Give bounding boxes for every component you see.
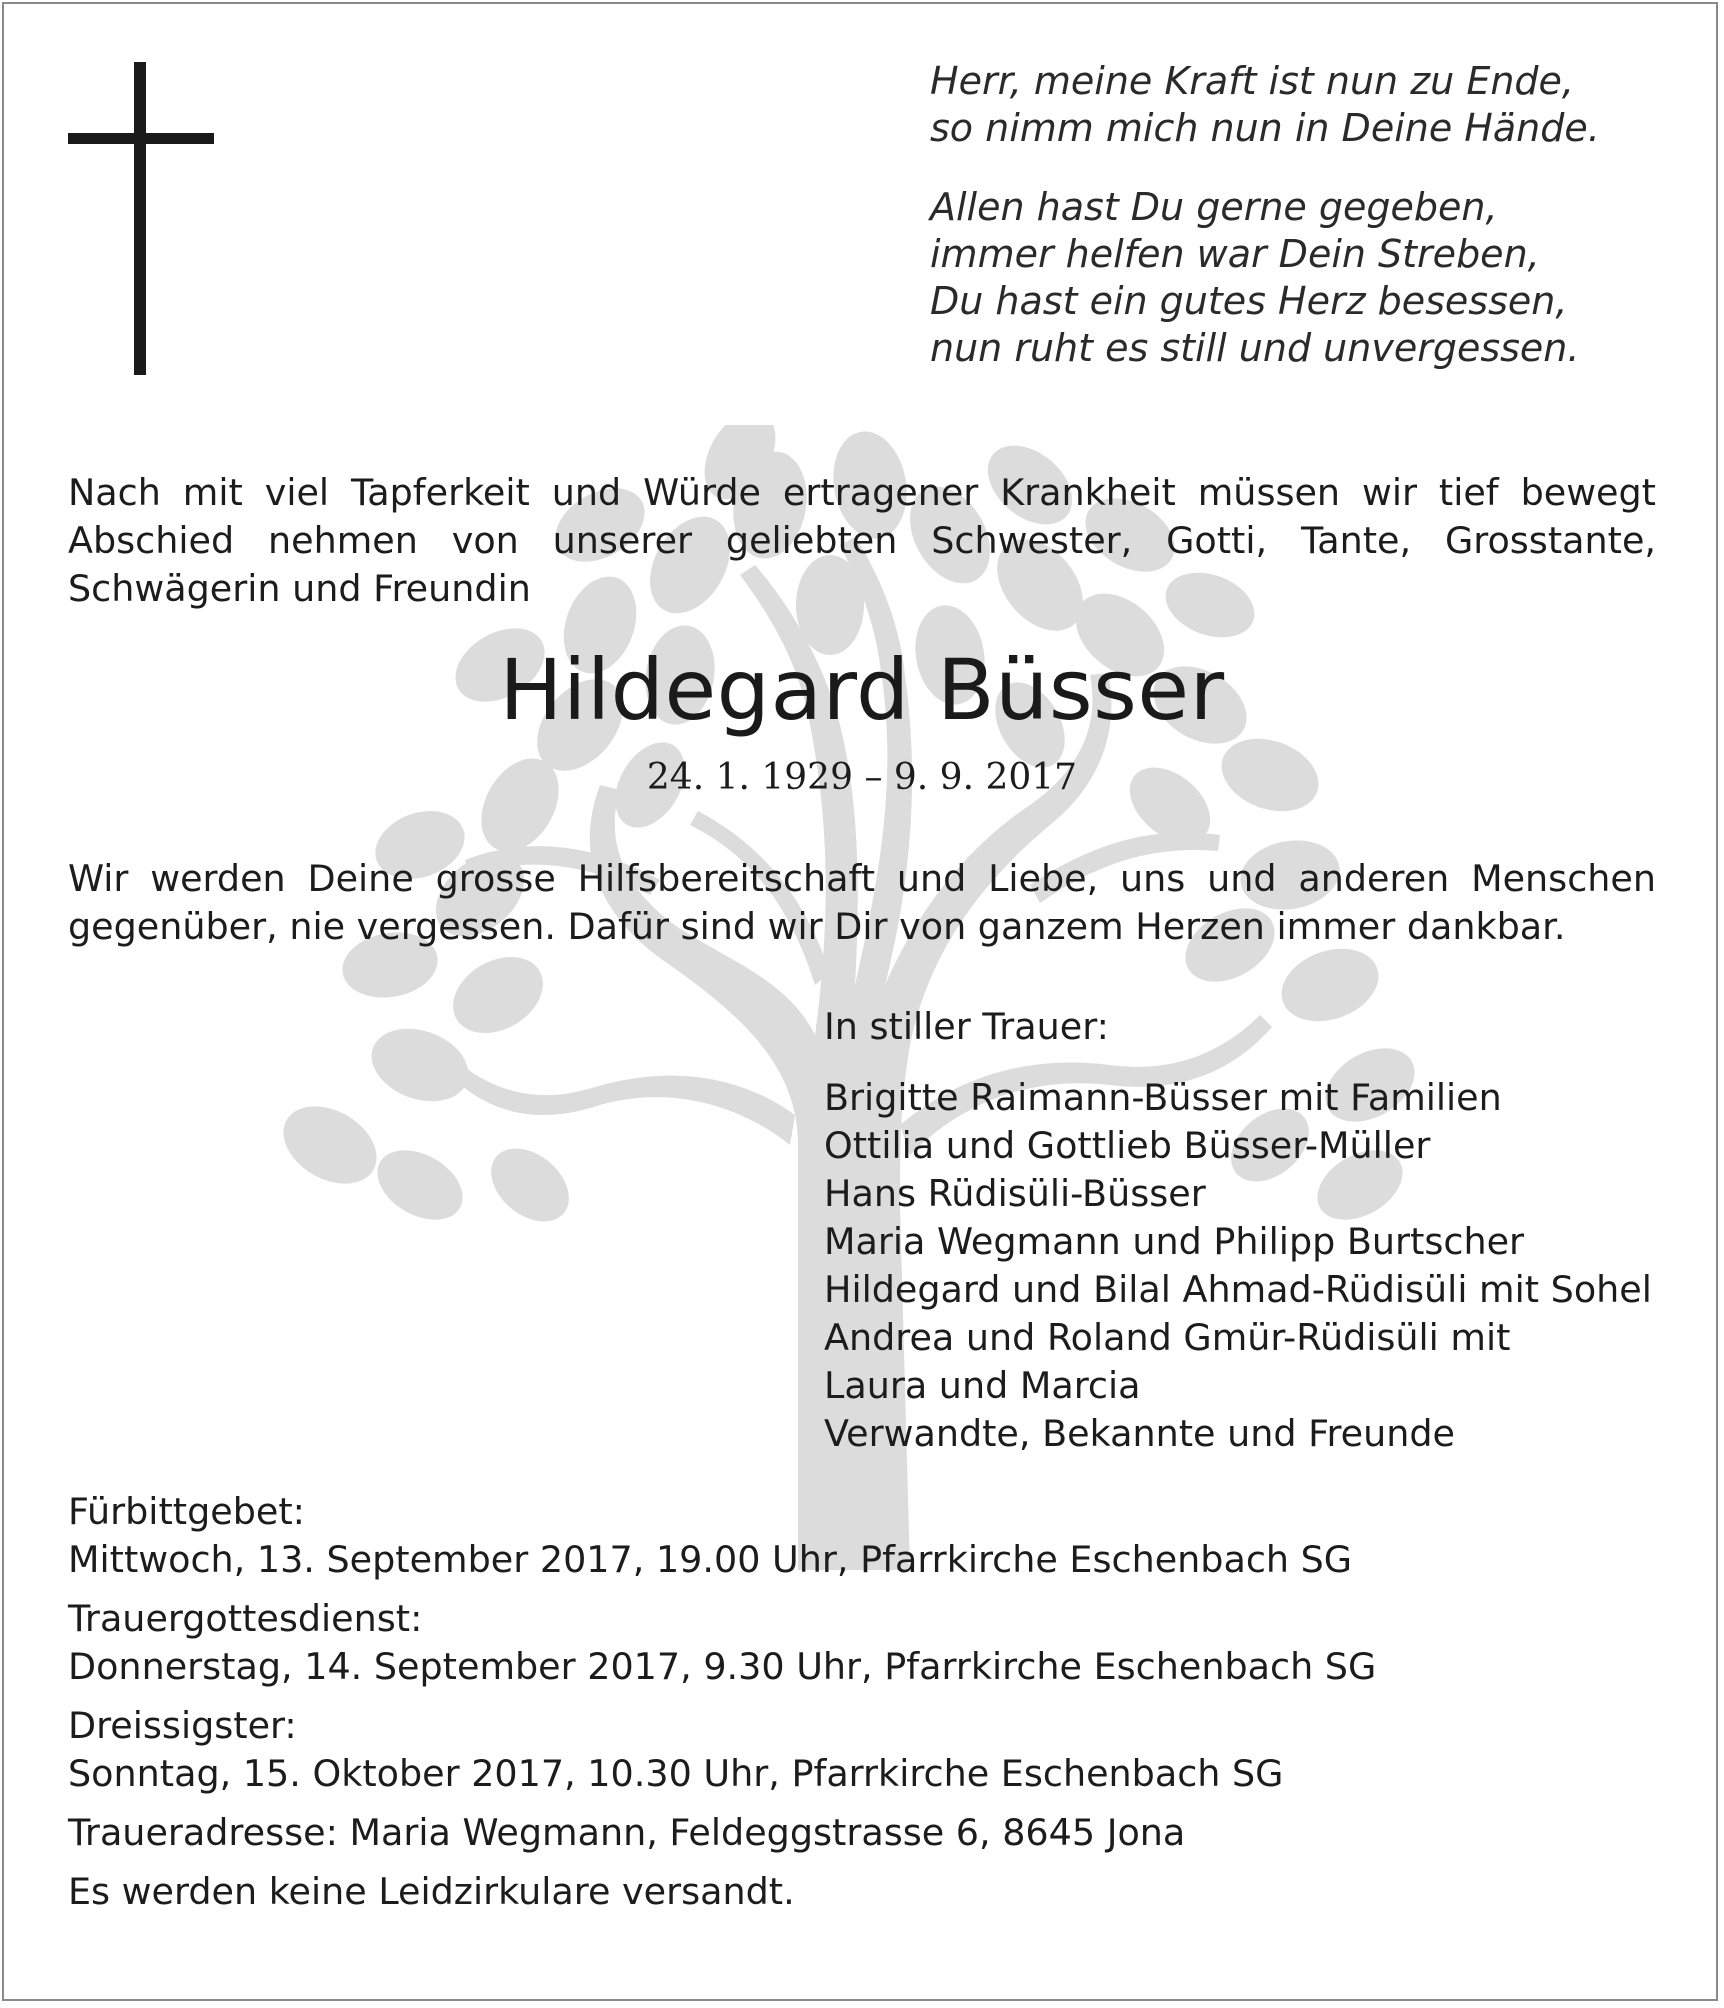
- mourning-address: Traueradresse: Maria Wegmann, Feldeggstrasse 6, 8645 Jona: [68, 1811, 1186, 1854]
- service-label: Dreissigster:: [68, 1704, 297, 1747]
- poem: [930, 58, 1670, 404]
- poem-line: Herr, meine Kraft ist nun zu Ende,: [930, 59, 1574, 103]
- service-detail: Sonntag, 15. Oktober 2017, 10.30 Uhr, Pfarrkirche Eschenbach SG: [68, 1752, 1284, 1795]
- mourner-name: Maria Wegmann und Philipp Burtscher: [824, 1220, 1525, 1263]
- mourner-name: Brigitte Raimann-Büsser mit Familien: [824, 1076, 1502, 1119]
- service-detail: Mittwoch, 13. September 2017, 19.00 Uhr, Pfarrkirche Eschenbach SG: [68, 1538, 1353, 1581]
- tribute-paragraph: Wir werden Deine grosse Hilfsbereitschaft und Liebe, uns und anderen Menschen gegenüber, nie vergessen. Dafür sind wir Dir von ganzem Herzen immer dankbar.: [68, 857, 1656, 948]
- mourners-list: [824, 1003, 1704, 1458]
- poem-stanza: [930, 58, 1670, 152]
- service-item: [68, 1595, 1668, 1691]
- poem-line: Allen hast Du gerne gegeben,: [930, 185, 1498, 229]
- service-label: Trauergottesdienst:: [68, 1597, 423, 1640]
- service-label: Fürbittgebet:: [68, 1490, 305, 1533]
- deceased-name: Hildegard Büsser: [499, 641, 1225, 739]
- mourner-name: Verwandte, Bekannte und Freunde: [824, 1412, 1456, 1455]
- poem-line: so nimm mich nun in Deine Hände.: [930, 106, 1600, 150]
- life-dates: 24. 1. 1929 – 9. 9. 2017: [646, 757, 1078, 798]
- mourner-name: Ottilia und Gottlieb Büsser-Müller: [824, 1124, 1431, 1167]
- mourner-name: Hildegard und Bilal Ahmad-Rüdisüli mit Sohel: [824, 1268, 1652, 1311]
- cross-icon: [68, 62, 214, 375]
- mourner-name: Hans Rüdisüli-Büsser: [824, 1172, 1206, 1215]
- poem-line: nun ruht es still und unvergessen.: [930, 326, 1580, 370]
- poem-line: Du hast ein gutes Herz besessen,: [930, 279, 1568, 323]
- mourner-name: Laura und Marcia: [824, 1364, 1141, 1407]
- service-detail: Donnerstag, 14. September 2017, 9.30 Uhr, Pfarrkirche Eschenbach SG: [68, 1645, 1377, 1688]
- poem-line: immer helfen war Dein Streben,: [930, 232, 1540, 276]
- no-circulars-notice: Es werden keine Leidzirkulare versandt.: [68, 1870, 795, 1913]
- mourner-name: Andrea und Roland Gmür-Rüdisüli mit: [824, 1316, 1511, 1359]
- intro-paragraph: Nach mit viel Tapferkeit und Würde ertragener Krankheit müssen wir tief bewegt Abschied nehmen von unserer geliebten Schwester, Gotti, Tante, Grosstante, Schwägerin und Freundin: [68, 471, 1656, 610]
- mourners-intro: In stiller Trauer:: [824, 1005, 1109, 1048]
- poem-stanza: [930, 184, 1670, 372]
- service-item: [68, 1488, 1668, 1584]
- services-section: [68, 1488, 1668, 1927]
- service-item: [68, 1702, 1668, 1798]
